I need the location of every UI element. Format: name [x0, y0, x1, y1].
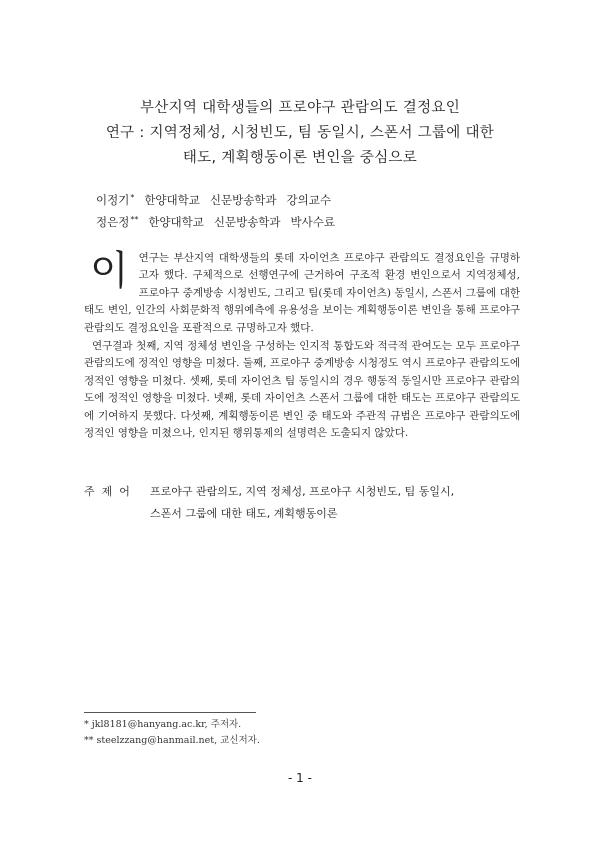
title-line-1: 부산지역 대학생들의 프로야구 관람의도 결정요인: [139, 100, 461, 116]
footnote-divider: [84, 712, 256, 713]
author-position: 박사수료: [290, 215, 335, 229]
author-name: 이정기*: [96, 193, 135, 207]
author-mark: **: [130, 215, 139, 224]
title-line-3: 태도, 계획행동이론 변인을 중심으로: [182, 150, 418, 166]
abstract-paragraph-2: 연구결과 첫째, 지역 정체성 변인을 구성하는 인지적 통합도와 적극적 관여도는 모두 프로야구 관람의도에 정적인 영향을 미쳤다. 둘째, 프로야구 중계방송 시청정도 역시 프로야구 관람의도에 정적인 영향을 미쳤다. 셋째, 롯데 자이언츠 팀 동일시의 경우 행동적 동일시만 프로야구 관람의도에 정적인 영향을 미쳤다. 넷째, 롯데 자이언츠 스폰서 그룹에 대한 태도는 프로야구 관람의도에 기여하지 못했다. 다섯째, 계획행동이론 변인 중 태도와 주관적 규범은 프로야구 관람의도에 정적인 영향을 미쳤으나, 인지된 행위통제의 설명력은 도출되지 않았다.: [84, 340, 520, 440]
author-name: 정은정**: [96, 215, 139, 229]
author-department: 신문방송학과: [209, 193, 277, 207]
keywords-text: [150, 481, 524, 525]
author-department: 신문방송학과: [213, 215, 281, 229]
footnote-1: [84, 717, 260, 733]
footnote-mark: *: [84, 719, 89, 730]
keywords-section: [84, 481, 524, 525]
author-affiliation: 한양대학교: [148, 215, 204, 229]
abstract-paragraph-1: 연구는 부산지역 대학생들의 롯데 자이언츠 프로야구 관람의도 결정요인을 규명하고자 했다. 구체적으로 선행연구에 근거하여 구조적 환경 변인으로서 지역정체성, 프로야구 중계방송 시청빈도, 그리고 팀(롯데 자이언츠) 동일시, 스폰서 그룹에 대한 태도 변인, 인간의 사회문화적 행위예측에 유용성을 보이는 계획행동이론 변인을 통해 프로야구 관람의도 결정요인을 포괄적으로 규명하고자 했다.: [84, 252, 520, 334]
title-line-2: 연구 : 지역정체성, 시청빈도, 팀 동일시, 스폰서 그룹에 대한: [105, 125, 495, 141]
footnote-role: , 교신저자.: [214, 735, 260, 746]
keywords-line-1: 프로야구 관람의도, 지역 정체성, 프로야구 시청빈도, 팀 동일시,: [150, 485, 455, 498]
author-list: [96, 189, 345, 233]
footnote-2: [84, 733, 260, 749]
author-position: 강의교수: [286, 193, 331, 207]
author-mark: *: [130, 193, 135, 202]
author-row-2: [96, 211, 345, 233]
footnote-email: jkl8181@hanyang.ac.kr: [91, 719, 205, 730]
footnotes: [84, 717, 260, 749]
abstract: [84, 250, 520, 442]
page-number: - 1 -: [288, 771, 312, 785]
footnote-mark: **: [84, 735, 94, 746]
keywords-label: 주제어: [84, 485, 137, 498]
footnote-email: steelzzang@hanmail.net: [96, 735, 215, 746]
footnote-role: , 주저자.: [204, 719, 242, 730]
author-row-1: [96, 189, 345, 211]
drop-cap: 이: [90, 248, 129, 294]
keywords-line-2: 스폰서 그룹에 대한 태도, 계획행동이론: [150, 507, 338, 520]
author-affiliation: 한양대학교: [144, 193, 200, 207]
paper-title: [40, 96, 560, 171]
